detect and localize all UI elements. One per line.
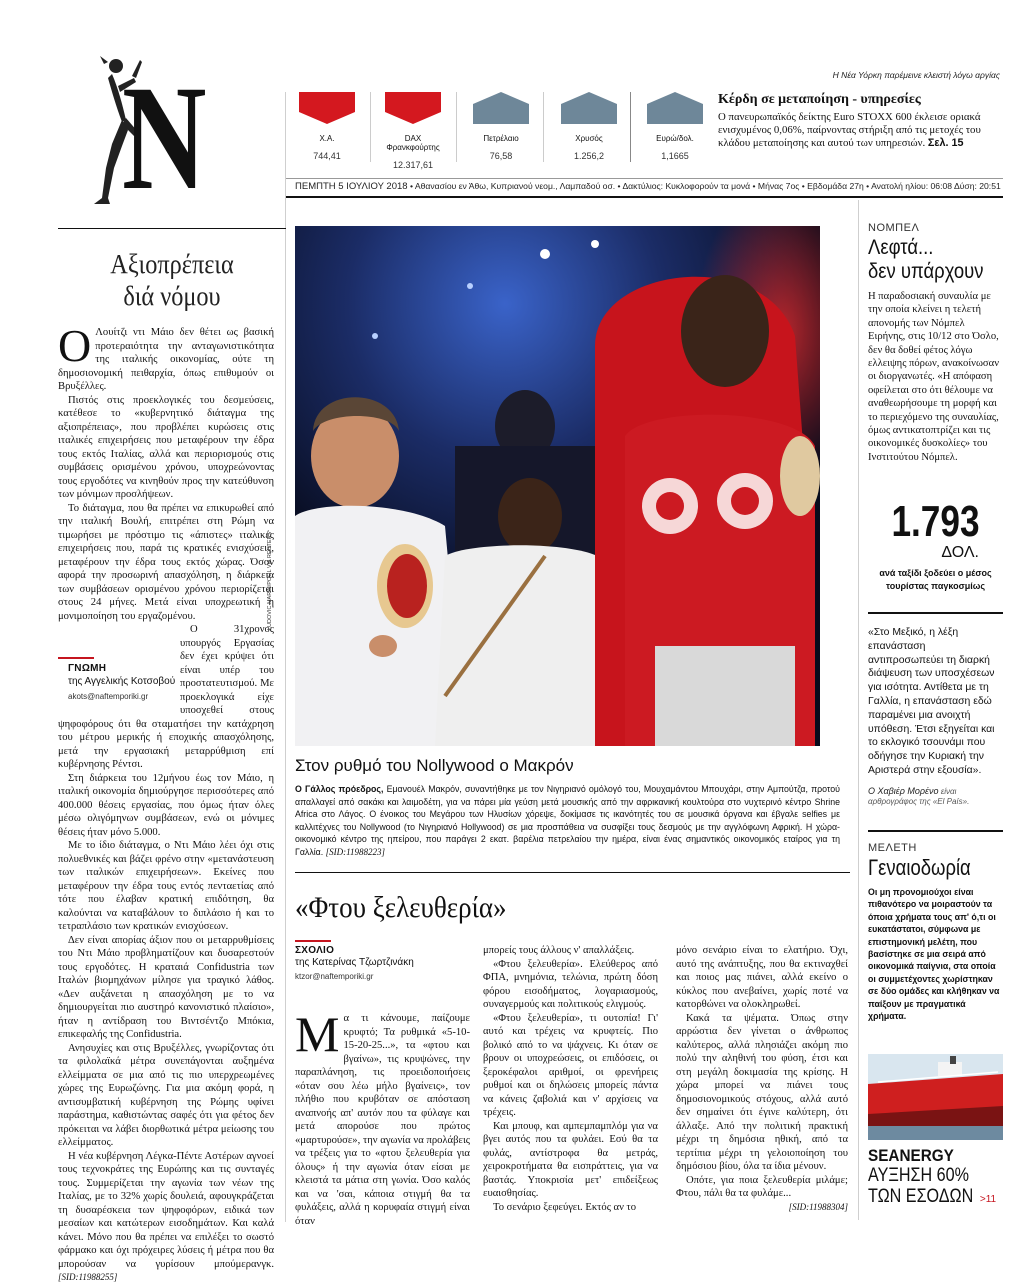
opinion-paragraph: Ανησυχίες και στις Βρυξέλλες, γνωρίζοντας ότι τα φιλολαϊκά μέτρα συνεπάγονται αυξημένα ελλείμματα σε μια από τις πιο υπερχρεωμένες χώρες της Ευρωζώνης. Για μια ακόμη φορά, η αντισυμβατική κυβέρνηση της Ρώμης υφίνει παράστημα, καθιστώντας σαφές ότι για φέτος δεν πρόκειται να λάβει διορθωτικά μέτρα μείωσης του ελλείμματος. — [58, 1042, 274, 1148]
ship-caption-title: SEANERGY — [868, 1146, 954, 1165]
figure-unit: ΔΟΛ. — [941, 544, 979, 561]
figure-block — [868, 497, 1003, 593]
comment-byline — [295, 940, 475, 981]
study-label: ΜΕΛΕΤΗ — [868, 842, 917, 854]
photo-headline: Στον ρυθμό του Nollywood ο Μακρόν — [295, 756, 574, 775]
photo-caption — [295, 783, 840, 859]
opinion-paragraph: Πιστός στις προεκλογικές του δεσμεύσεις, κατέθεσε το «κυβερνητικό διάταγμα της αξιοπρέπειας», που προβλέπει κυρώσεις στις ιταλικές επιχειρήσεις που μεταφέρουν την έδρα τους εκτός Ιταλίας, αλλά και περιορισμούς στις συμβάσεις ορισμένου χρόνου, υποχρεώνοντας τους εργοδότες να κινηθούν προς την κατεύθυνση των μόνιμων προσλήψεων. — [58, 394, 274, 500]
nobel-label: ΝΟΜΠΕΛ — [868, 222, 920, 234]
up-arrow-icon — [473, 92, 529, 124]
left-top-rule — [58, 228, 286, 229]
nobel-title-line2: δεν υπάρχουν — [868, 260, 984, 283]
comment-paragraph: μόνο σενάριο είναι το ελατήριο. Όχι, αυτό της ανάπτυξης, που θα εκτιναχθεί και ποιος μας πιάνει, αλλά εκείνο ο κύκλος που ανεβαίνει, χωρίς ποτέ να κατορθώνει να ολοκληρωθεί. — [676, 945, 848, 1010]
main-photo — [267, 226, 820, 746]
ship-icon — [868, 1054, 1003, 1140]
up-arrow-icon — [561, 92, 617, 124]
ticker-dax — [382, 92, 444, 170]
markets-brief-text: Ο πανευρωπαϊκός δείκτης Euro STOXX 600 έκλεισε οριακά ενισχυμένος 0,06%, παίρνοντας στήριξη από τις μετοχές του κλάδου μεταποίησης και αυτού των υπηρεσιών. — [718, 111, 981, 149]
comment-col2 — [483, 944, 658, 1214]
masthead-logo — [82, 48, 212, 228]
ticker-value: 744,41 — [313, 151, 341, 161]
comment-paragraph: Το σενάριο ξεφεύγει. Εκτός αν το — [493, 1201, 637, 1213]
ship-page-ref[interactable]: >11 — [979, 1194, 997, 1205]
comment-col3 — [676, 944, 848, 1214]
ship-caption-line2: ΑΥΞΗΣΗ 60% — [868, 1165, 969, 1186]
nobel-block — [868, 222, 1003, 464]
date-text: ΠΕΜΠΤΗ 5 ΙΟΥΛΙΟΥ 2018 — [295, 181, 408, 192]
opinion-author: της Αγγελικής Κοτσοβού — [68, 676, 176, 687]
photo-credit: LUDOVIC MARIN/POOL VIA REUTERS — [267, 531, 273, 630]
opinion-article — [58, 320, 274, 1285]
ticker-value: 1,1665 — [661, 151, 689, 161]
ticker-oil — [472, 92, 530, 161]
comment-paragraph: Και μπουφ, και αμπεμπαμπλόμ για να βγει αυτός που τα φυλάει. Εσύ θα τα φυλάς, αντίστροφα θα μετράς, χειροκροτήματα θα εισπράττεις, για να βαστάς. Υποκρισία μετ' επιδείξεως ευαισθησίας. — [483, 1120, 658, 1199]
opinion-paragraph: Η νέα κυβέρνηση Λέγκα-Πέντε Αστέρων αγνοεί τους τεχνοκράτες της Ευρώπης και τις συνταγές τους. Συμμερίζεται την αγωνία των νέων της Ιταλίας, με το 32% χωρίς δουλειά, αφουγκράζεται τη δυσαρέσκεια των ψηφοφόρων, ειδικά των μεσαίων και κατώτερων εισοδημάτων. Και καλά κάνει. Μόνο που θα πρέπει να επιλέξει το σωστό φάρμακο και όχι πρόχειρες λύσεις ή μέτρα που θα μπορούσαν να γυρίσουν μπούμερανγκ. — [58, 1150, 274, 1270]
comment-email[interactable]: ktzor@naftemporiki.gr — [295, 972, 374, 981]
opinion-title — [58, 248, 286, 312]
caption-text: Εμανουέλ Μακρόν, συναντήθηκε με τον Νιγηριανό ομόλογό του, Μουχαμάντου Μπουχάρι, στην Αμπούτζα, προτού απαλλαγεί από σακάκι και λαιμοδέτη, για να πάρει μία γεύση μετά μουσικής από την αφρικανική κουλτούρα στο νυχτερινό κέντρο Shrine Africa στο Λάγος. Ο ένοικος του Μεγάρου των Ηλυσίων χόρεψε, δοκίμασε τις ικανότητές του σε μουσικά όργανα και έβγαλε selfies με καλλιτέχνες του Nollywood (το Νιγηριανό Hollywood) σε μια προσπάθεια να συσφίξει τους δεσμούς με την αγγλόφωνη Αφρική. Η χώρα-οικονομικό κέντρο της ηπείρου, που παράγει 2 εκατ. βαρέλια πετρελαίου την ημέρα, είναι ένας σημαντικός οικονομικός εταίρος για τη Γαλλία. — [295, 784, 840, 857]
markets-brief — [718, 92, 1002, 150]
opinion-paragraph: Στη διάρκεια του 12μήνου έως τον Μάιο, η ιταλική οικονομία δημιούργησε περισσότερες από 400.000 θέσεις εργασίας, που όμως ήταν όλες μέσω ολιγόμηνων συμβάσεων, ενώ οι μόνιμες θέσεις ήταν μόνο 5.000. — [58, 772, 274, 838]
comment-paragraph: Κακά τα ψέματα. Όπως στην αρρώστια δεν γίνεται ο άνθρωπος καλύτερος, αλλά πλησιάζει ακόμη πιο πολύ την αληθινή του φύση, έτσι και στη μεγάλη δοκιμασία της κρίσης. Η χώρα μπορεί να πιάνει τους δημοσιονομικούς στόχους, αλλά αυτό δεν σημαίνει ότι έγινε καλύτερη, ότι άλλαξε. Από την πολιτική πρακτική μέχρι τη δημόσια ηθική, από τα τερτίπια μέχρι τη γελοιοποίηση του δημόσιου βίου, όλα τα ίδια μένουν. — [676, 1012, 848, 1172]
ticker-ath — [298, 92, 356, 161]
quote-author: Ο Χαβιέρ Μορένο — [868, 785, 939, 796]
comment-title: «Φτου ξελευθερία» — [295, 891, 507, 924]
figure-number: 1.793 — [891, 497, 980, 546]
opinion-paragraph: Ο 31χρονος υπουργός Εργασίας δεν έχει κρύψει ότι είναι υπέρ του προστατευτισμού. Με προεκλογικά είχε υποσχεθεί στους ψηφοφόρους ότι θα σταματήσει την κατάχρηση του μέτρου μερικής ή εποχικής απασχόλησης, μετά την εργασιακή μεταρρύθμιση επί κυβέρνησης Ρέντσι. — [58, 624, 274, 770]
study-title: Γεναιοδωρία — [868, 855, 971, 880]
study-block — [868, 830, 1003, 1022]
masthead-logo-letter: N — [122, 55, 207, 221]
opinion-title-line1: Αξιοπρέπεια — [110, 249, 234, 279]
opinion-byline — [58, 623, 180, 711]
comment-sid: [SID:11988304] — [788, 1201, 848, 1212]
opinion-sid: [SID:11988255] — [58, 1272, 118, 1282]
ticker-label: Χ.Α. — [319, 134, 335, 143]
comment-paragraph: «Φτου ξελευθερία», τι ουτοπία! Γι' αυτό και τρέχεις να κρυφτείς. Πιο βολικό από το να ψάχνεις. Κι όταν σε βρουν οι υποχρεώσεις, οι επιδόσεις, οι ξεροκέφαλοι αριθμοί, οι φρενήρεις ρυθμοί και οι δηλώσεις μπορείς πάντα να κάνεις ζαβολιά και ν' αρχίσεις να τρέχεις. — [483, 1012, 658, 1118]
ticker-label: Πετρέλαιο — [483, 134, 519, 143]
ticker-label: Χρυσός — [575, 134, 603, 143]
down-arrow-icon — [299, 92, 355, 124]
opinion-paragraph: Το διάταγμα, που θα πρέπει να επικυρωθεί από την ιταλική Βουλή, επιτρέπει στη Ρώμη να τιμωρήσει με πρόστιμο τις «άπιστες» ιταλικές επιχειρήσεις που, παρά τις κρατικές ενισχύσεις, μεταφέρουν την έδρα τους εκτός χώρας. Όσον αφορά την προσωρινή απασχόληση, η διάρκεια των συμβάσεων ορισμένου χρόνου περιορίζεται στους 24 μήνες. Μετά είναι υποχρεωτική η μονιμοποίηση του εργαζομένου. — [58, 502, 274, 622]
comment-paragraph: μπορείς τους άλλους ν' απαλλάξεις. — [483, 945, 635, 956]
down-arrow-icon — [385, 92, 441, 124]
comment-paragraph: Οπότε, για ποια ξελευθερία μιλάμε; Φτου, πάλι θα τα φυλάμε... — [676, 1174, 848, 1199]
ship-photo — [868, 1054, 1003, 1140]
ship-caption — [868, 1146, 1008, 1207]
top-note: Η Νέα Υόρκη παρέμεινε κλειστή λόγω αργίας — [832, 70, 1000, 80]
ticker-value: 12.317,61 — [392, 160, 434, 170]
caption-lead: Ο Γάλλος πρόεδρος, — [295, 784, 384, 794]
figure-caption: ανά ταξίδι ξοδεύει ο μέσος τουρίστας παγκοσμίως — [879, 568, 992, 591]
opinion-paragraph: Δεν είναι απορίας άξιον που οι μεταρρυθμίσεις του Ντι Μάιο προβληματίζουν και δυσαρεστούν τους εργοδότες. Η κραταιά Confidustria των Ιταλών βιομηχάνων μίλησε για τραγικό λάθος. «Δεν αυξάνεται η απασχόληση με το να δημιουργείται πιο αυστηρό κανονιστικό πλαίσιο», ήταν η αντίδραση του Βιντσέντζο Μπόκια, επικεφαλής της Confidustria. — [58, 934, 274, 1040]
header-rule — [285, 178, 1003, 179]
quote-text: «Στο Μεξικό, η λέξη επανάσταση αντιπροσωπεύει τη διαρκή διάψευση των υποσχέσεων για ισότητα. Αντίθετα με τη Γαλλία, η επανάσταση εδώ παραμένει μια ανοιχτή υπόθεση. Έτσι εξηγείται και το εκλογικό τσουνάμι που οδήγησε την Κυριακή την Αριστερά στην εξουσία». — [868, 627, 995, 776]
nobel-title-line1: Λεφτά... — [868, 236, 934, 259]
markets-brief-title: Κέρδη σε μεταποίηση - υπηρεσίες — [718, 92, 921, 107]
dropcap: O — [58, 320, 92, 371]
quote-block — [868, 612, 1003, 806]
ticker-value: 76,58 — [489, 151, 513, 161]
nobel-text: Η παραδοσιακή συναυλία με την οποία κλείνει η τελετή απονομής των Νόμπελ Ειρήνης, στις 10/12 στο Όσλο, δεν θα δοθεί φέτος λόγω ελλειψης πόρων, ανακοίνωσαν οι διοργανωτές. «Η απόφαση οφείλεται στο ότι θέλουμε να αναθεωρήσουμε τη μορφή και το περιεχόμενο της συναυλίας, όμως αντικατοπτρίζει και τις οικονομικές δυσκολίες» του Ινστιτούτου Νόμπελ. — [868, 291, 999, 463]
markets-brief-ref: Σελ. 15 — [927, 137, 964, 149]
up-arrow-icon — [647, 92, 703, 124]
macron-nightclub-photo — [295, 226, 820, 746]
study-text: Οι μη προνομιούχοι είναι πιθανότερο να μοιραστούν τα όποια χρήματα τους απ' ό,τι οι ευκατάστατοι, σύμφωνα με επιστημονική μελέτη, που βασίστηκε σε μια σειρά από οικονομικά παίγνια, στα οποία οι συμμετέχοντες χωρίστηκαν σε δύο ομάδες και κλήθηκαν να παίξουν με πραγματικά χρήματα. — [868, 887, 1000, 1022]
opinion-section-label: ΓΝΩΜΗ — [68, 663, 107, 674]
comment-paragraph: α τι κάνουμε, παίζουμε κρυφτό; Τα ρυθμικά «5-10-15-20-25...», τα «φτου και βγαίνω», τις κρυψώνες, την παραπλάνηση, τις προειδοποιήσεις «όταν σου λέω μήλο βγαίνεις», τον πλήθιο που κρυβόταν σε απόσταση αναπνοής απ' αυτόν που τα φύλαγε και μετά απορούσε που πρώτος «μαρτυρούσε», την αγωνία να προλάβεις να τρέξεις για το «φτου ξελευθερία για όλους» ή την αγωνία όταν είσαι με κλειστά τα μάτια στη γωνία. Όσο καλός και να 'σαι, κάποια στιγμή θα τα φυλάξεις, αλλά η κορυφαία στιγμή είναι όταν — [295, 1013, 470, 1227]
ticker-label: Ευρώ/δολ. — [656, 134, 694, 143]
caption-sid: [SID:11988223] — [325, 846, 386, 857]
comment-accent-bar — [295, 940, 331, 942]
header-bottom-rule — [285, 196, 1003, 198]
date-line — [295, 181, 1005, 192]
ticker-label: DAX Φρανκφούρτης — [386, 134, 440, 152]
almanac-text: • Αθανασίου εν Άθω, Κυπριανού νεομ., Λαμπαδού οσ. • Δακτύλιος: Κυκλοφορούν τα μονά • Μήνας 7ος • Εβδομάδα 27η • Ανατολή ηλίου: 06:08 Δύση: 20:51 — [409, 181, 1001, 191]
ship-caption-line3: ΤΩΝ ΕΣΟΔΩΝ — [868, 1186, 974, 1207]
opinion-email[interactable]: akots@naftemporiki.gr — [68, 692, 149, 701]
ticker-value: 1.256,2 — [573, 151, 605, 161]
dropcap: M — [295, 1006, 340, 1062]
comment-author: της Κατερίνας Τζωρτζινάκη — [295, 957, 414, 968]
comment-section-label: ΣΧΟΛΙΟ — [295, 945, 335, 956]
sidebar-divider — [858, 200, 859, 1220]
quote-role: είναι αρθρογράφος της «El País». — [868, 786, 970, 806]
ticker-eurusd — [646, 92, 704, 161]
opinion-paragraph: Λουίτζι ντι Μάιο δεν θέτει ως βασική προτεραιότητα την ανταγωνιστικότητα της ιταλικής οικονομίας, ούτε τη δημοσιονομική πειθαρχία, όπως επιθυμούν οι Βρυξέλλες. — [58, 327, 274, 392]
nobel-title — [868, 236, 987, 284]
comment-top-rule — [295, 872, 850, 873]
opinion-paragraph: Με το ίδιο διάταγμα, ο Ντι Μάιο λέει όχι στις πολυεθνικές και βάζει φρένο στην «μετανάστευση των ιταλικών επιχειρήσεων». Εκείνες που μεταφέρουν την έδρα τους εντός πενταετίας από τότε που έλαβαν κρατική επιδότηση, θα καλούνται να καταβάλουν το διπλάσιο ή και το τετραπλάσιο των κρατικών ενισχύσεων. — [58, 840, 274, 932]
comment-col1 — [295, 1006, 470, 1228]
ticker-gold — [560, 92, 618, 161]
comment-paragraph: «Φτου ξελευθερία». Ελεύθερος από ΦΠΑ, μνημόνια, τελώνια, πρώτη δόση φόρου εισοδήματος, λογαριασμούς, συναγερμούς και πολιτικούς ελιγμούς. — [483, 958, 658, 1010]
opinion-title-line2: διά νόμου — [123, 281, 221, 311]
